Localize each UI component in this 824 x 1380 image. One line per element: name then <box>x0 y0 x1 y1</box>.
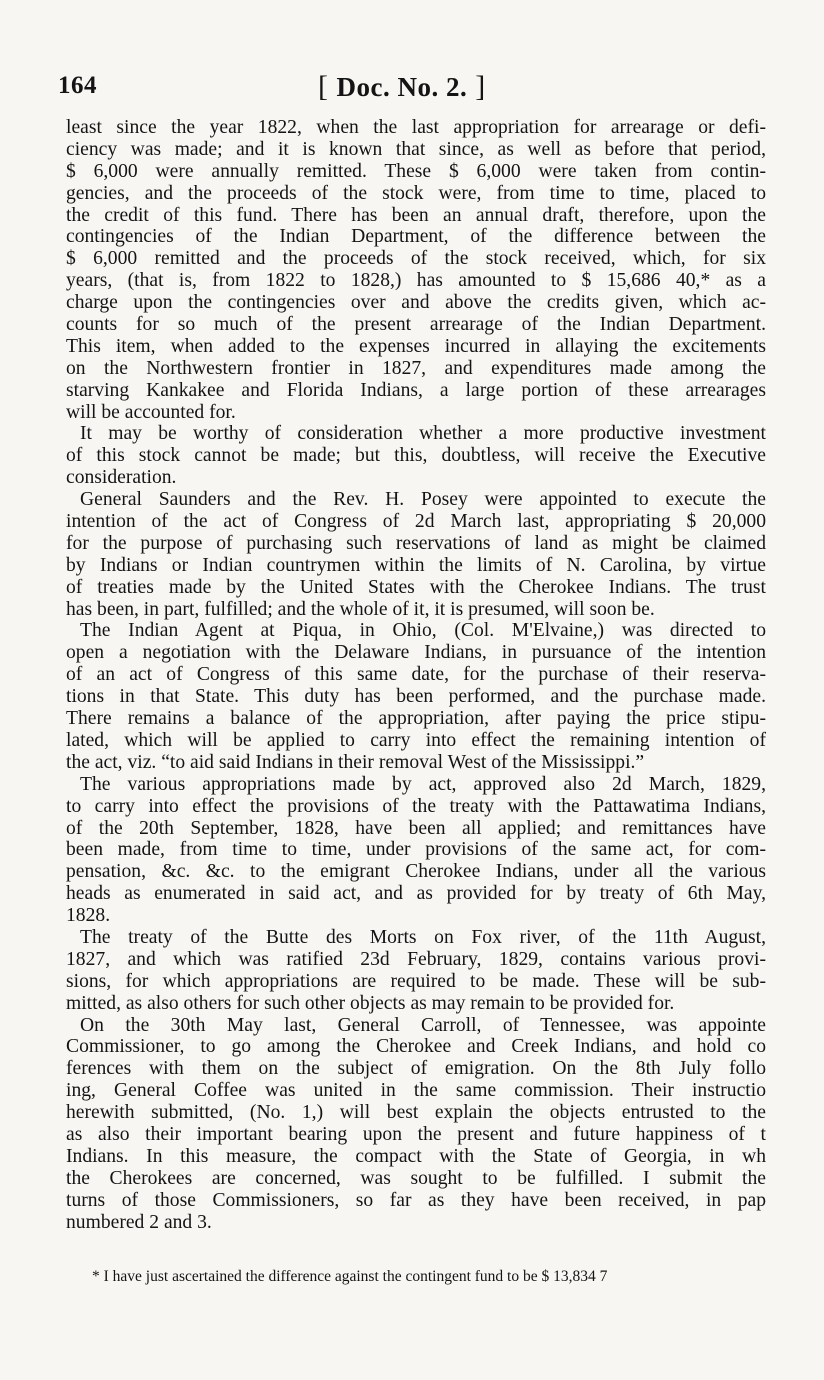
paragraph <box>66 117 766 423</box>
text-line: of the 20th September, 1828, have been all applied; and remittances have <box>66 817 766 839</box>
text-line: $ 6,000 remitted and the proceeds of the stock received, which, for six <box>66 248 766 270</box>
text-line: years, (that is, from 1822 to 1828,) has amounted to $ 15,686 40,* as a <box>66 270 766 292</box>
text-line: of an act of Congress of this same date, for the purchase of their reserva- <box>66 664 766 686</box>
text-line: of this stock cannot be made; but this, doubtless, will receive the Executive <box>66 445 766 467</box>
document-number: Doc. No. 2. <box>336 72 468 102</box>
text-line: It may be worthy of consideration whether a more productive investment <box>80 423 766 445</box>
text-line: Indians. In this measure, the compact with the State of Georgia, in wh <box>66 1145 766 1167</box>
body-text <box>66 117 766 1233</box>
text-line: heads as enumerated in said act, and as provided for by treaty of 6th May, <box>66 883 766 905</box>
paragraph <box>66 620 766 773</box>
text-line: This item, when added to the expenses incurred in allaying the excitements <box>66 335 766 357</box>
text-line: numbered 2 and 3. <box>66 1211 212 1233</box>
text-line: been made, from time to time, under provisions of the same act, for com- <box>66 839 766 861</box>
text-line: the credit of this fund. There has been an annual draft, therefore, upon the <box>66 204 766 226</box>
text-line: counts for so much of the present arrearage of the Indian Department. <box>66 314 766 336</box>
paragraph <box>66 489 766 620</box>
text-line: turns of those Commissioners, so far as they have been received, in pap <box>66 1189 766 1211</box>
text-line: On the 30th May last, General Carroll, of Tennessee, was appointe <box>80 1014 766 1036</box>
text-line: to carry into effect the provisions of the treaty with the Pattawatima Indians, <box>66 795 766 817</box>
paragraph <box>66 1015 766 1234</box>
text-line: by Indians or Indian countrymen within the limits of N. Carolina, by virtue <box>66 554 766 576</box>
text-line: of treaties made by the United States with the Cherokee Indians. The trust <box>66 576 766 598</box>
text-line: There remains a balance of the appropriation, after paying the price stipu- <box>66 708 766 730</box>
text-line: intention of the act of Congress of 2d March last, appropriating $ 20,000 <box>66 511 766 533</box>
text-line: least since the year 1822, when the last appropriation for arrearage or defi- <box>66 117 766 138</box>
text-line: as also their important bearing upon the present and future happiness of t <box>66 1123 766 1145</box>
text-line: The treaty of the Butte des Morts on Fox river, of the 11th August, <box>80 926 766 948</box>
text-line: on the Northwestern frontier in 1827, and expenditures made among the <box>66 357 766 379</box>
text-line: $ 6,000 were annually remitted. These $ 6,000 were taken from contin- <box>66 160 766 182</box>
text-line: open a negotiation with the Delaware Indians, in pursuance of the intention <box>66 642 766 664</box>
text-line: contingencies of the Indian Department, of the difference between the <box>66 226 766 248</box>
text-line: ferences with them on the subject of emigration. On the 8th July follo <box>66 1058 766 1080</box>
text-line: 1827, and which was ratified 23d February, 1829, contains various provi- <box>66 948 766 970</box>
text-line: pensation, &c. &c. to the emigrant Cherokee Indians, under all the various <box>66 861 766 883</box>
running-head <box>318 70 486 104</box>
text-line: Commissioner, to go among the Cherokee and Creek Indians, and hold co <box>66 1036 766 1058</box>
text-line: charge upon the contingencies over and above the credits given, which ac- <box>66 292 766 314</box>
text-line: gencies, and the proceeds of the stock were, from time to time, placed to <box>66 182 766 204</box>
text-line: sions, for which appropriations are required to be made. These will be sub- <box>66 970 766 992</box>
text-line: herewith submitted, (No. 1,) will best explain the objects entrusted to the <box>66 1102 766 1124</box>
text-line: The various appropriations made by act, approved also 2d March, 1829, <box>80 773 766 795</box>
text-line: will be accounted for. <box>66 401 236 423</box>
text-line: tions in that State. This duty has been performed, and the purchase made. <box>66 686 766 708</box>
text-line: lated, which will be applied to carry into effect the remaining intention of <box>66 729 766 751</box>
paragraph <box>66 774 766 927</box>
text-line: ciency was made; and it is known that since, as well as before that period, <box>66 138 766 160</box>
paragraph <box>66 423 766 489</box>
text-line: 1828. <box>66 905 111 927</box>
text-line: General Saunders and the Rev. H. Posey were appointed to execute the <box>80 489 766 511</box>
page-header <box>58 72 766 108</box>
text-line: the Cherokees are concerned, was sought to be fulfilled. I submit the <box>66 1167 766 1189</box>
text-line: The Indian Agent at Piqua, in Ohio, (Col. M'Elvaine,) was directed to <box>80 620 766 642</box>
text-line: ing, General Coffee was united in the same commission. Their instructio <box>66 1080 766 1102</box>
footnote: * I have just ascertained the difference against the contingent fund to be $ 13,834 7 <box>92 1268 608 1285</box>
text-line: mitted, as also others for such other objects as may remain to be provided for. <box>66 992 675 1014</box>
right-bracket: ] <box>467 70 486 103</box>
text-line: for the purpose of purchasing such reservations of land as might be claimed <box>66 532 766 554</box>
text-line: consideration. <box>66 467 177 489</box>
paragraph <box>66 927 766 1015</box>
text-line: starving Kankakee and Florida Indians, a large portion of these arrearages <box>66 379 766 401</box>
text-line: the act, viz. “to aid said Indians in their removal West of the Mississippi.” <box>66 751 645 773</box>
page-number: 164 <box>58 72 97 99</box>
left-bracket: [ <box>318 70 337 103</box>
text-line: has been, in part, fulfilled; and the whole of it, it is presumed, will soon be. <box>66 598 655 620</box>
